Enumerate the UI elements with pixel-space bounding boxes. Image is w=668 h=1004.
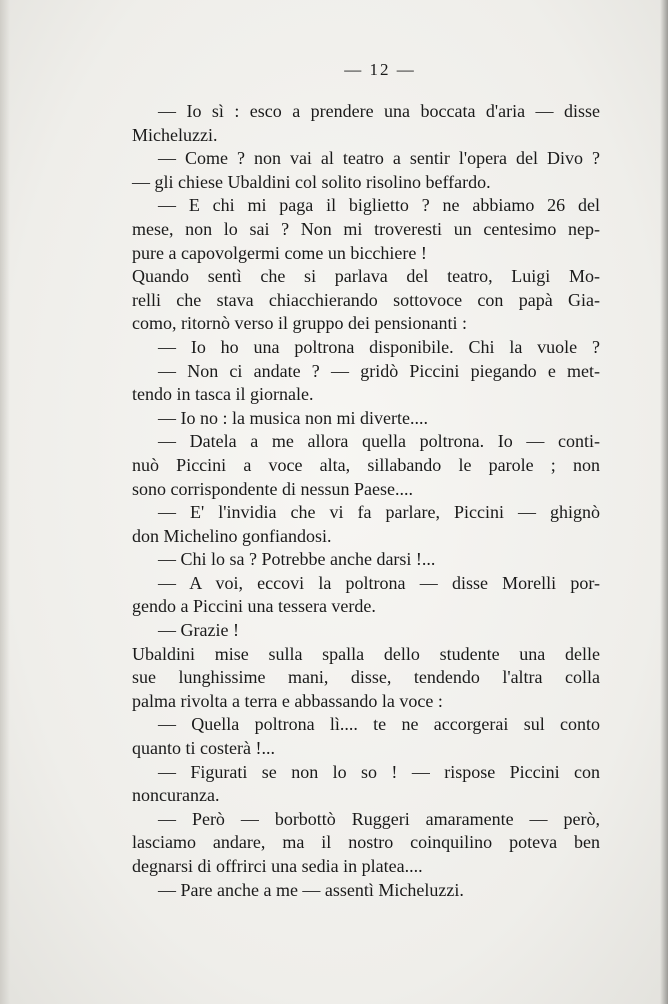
text-line: — gli chiese Ubaldini col solito risolino beffardo. <box>132 171 491 192</box>
text-line: — Però — borbottò Ruggeri amaramente — però, <box>158 808 600 829</box>
text-line: nuò Piccini a voce alta, sillabando le parole ; non <box>132 454 600 475</box>
text-line: mese, non lo sai ? Non mi troveresti un centesimo nep- <box>132 218 600 239</box>
text-line: Micheluzzi. <box>132 124 218 145</box>
text-line: noncuranza. <box>132 785 220 806</box>
text-line: — E' l'invidia che vi fa parlare, Piccini — ghignò <box>158 502 600 523</box>
text-line: — Io no : la musica non mi diverte.... <box>158 407 428 428</box>
text-line: don Michelino gonfiandosi. <box>132 525 332 546</box>
text-line: — Io sì : esco a prendere una boccata d'aria — disse <box>158 101 600 121</box>
text-line: quanto ti costerà !... <box>132 738 275 759</box>
text-line: — Grazie ! <box>158 620 239 641</box>
text-line: — Chi lo sa ? Potrebbe anche darsi !... <box>158 549 436 570</box>
text-line: — Pare anche a me — assentì Micheluzzi. <box>158 879 464 900</box>
page-right-edge <box>660 0 668 1004</box>
text-line: gendo a Piccini una tessera verde. <box>132 596 376 617</box>
page-left-edge <box>0 0 10 1004</box>
text-line: palma rivolta a terra e abbassando la voce : <box>132 690 443 711</box>
text-line: como, ritornò verso il gruppo dei pensionanti : <box>132 313 467 334</box>
text-line: relli che stava chiacchierando sottovoce con papà Gia- <box>132 289 600 310</box>
page-number: — 12 — <box>344 60 416 79</box>
text-line: — Io ho una poltrona disponibile. Chi la vuole ? <box>158 336 600 357</box>
text-line: lasciamo andare, ma il nostro coinquilino poteva ben <box>132 832 600 853</box>
text-line: — Come ? non vai al teatro a sentir l'opera del Divo ? <box>158 148 600 169</box>
text-line: — Datela a me allora quella poltrona. Io — conti- <box>158 431 600 452</box>
text-line: tendo in tasca il giornale. <box>132 384 314 405</box>
text-line: sue lunghissime mani, disse, tendendo l'altra colla <box>132 667 600 688</box>
text-line: pure a capovolgermi come un bicchiere ! <box>132 242 427 263</box>
text-line: sono corrispondente di nessun Paese.... <box>132 478 413 499</box>
text-line: — Non ci andate ? — gridò Piccini piegando e met- <box>158 360 600 381</box>
text-line: Ubaldini mise sulla spalla dello studente una delle <box>132 643 600 664</box>
text-line: — E chi mi paga il biglietto ? ne abbiamo 26 del <box>158 195 600 216</box>
text-line: — A voi, eccovi la poltrona — disse Morelli por- <box>158 572 600 593</box>
text-line: Quando sentì che si parlava del teatro, Luigi Mo- <box>132 266 600 287</box>
text-line: degnarsi di offrirci una sedia in platea.... <box>132 856 423 876</box>
text-line: — Figurati se non lo so ! — rispose Piccini con <box>158 761 600 782</box>
body-text <box>132 100 600 902</box>
text-line: — Quella poltrona lì.... te ne accorgerai sul conto <box>158 714 600 735</box>
